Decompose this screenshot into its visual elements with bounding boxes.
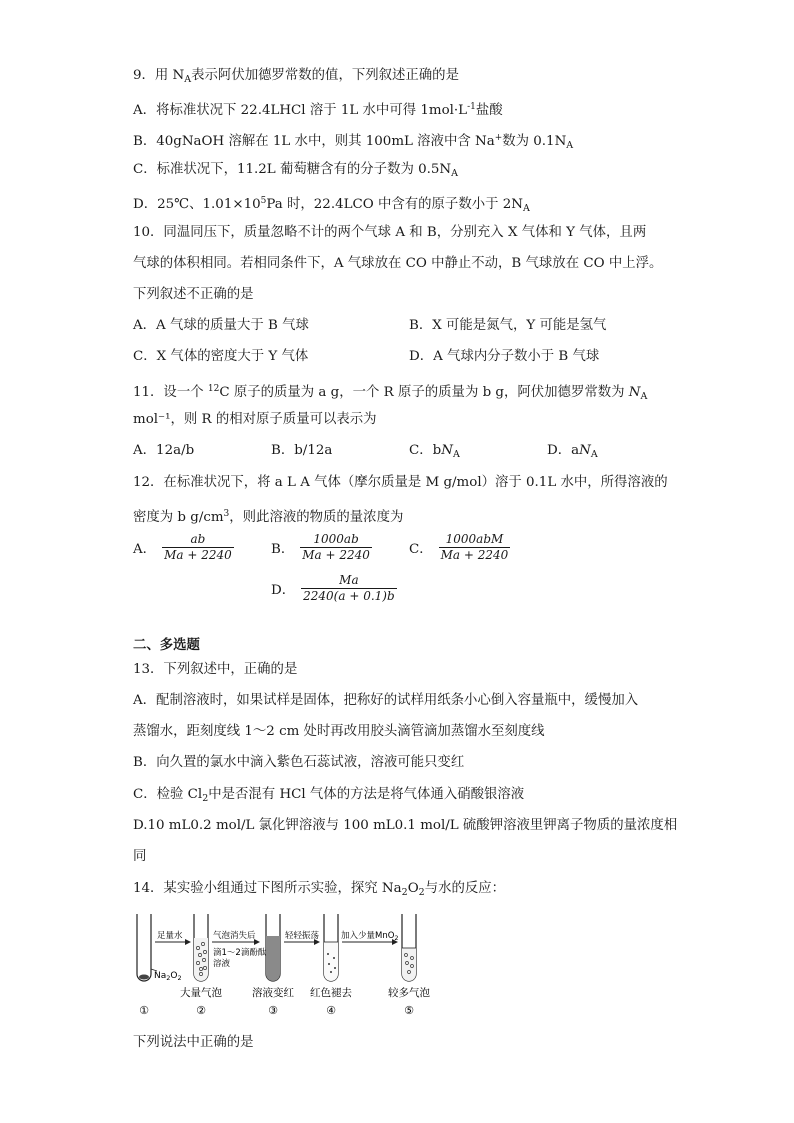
tube-2-number: ② — [196, 1004, 206, 1017]
q12-stem-line1: 12．在标准状况下，将 a L A 气体（摩尔质量是 M g/mol）溶于 0.1L 水中，所得溶液的 — [133, 475, 668, 490]
arrow-3-label: 轻轻振荡 — [285, 931, 320, 941]
q12-option-b-fraction: $\frac{1000ab}{Ma + 2240}$ — [302, 532, 370, 562]
q9-option-b: B．40gNaOH 溶解在 1L 水中，则其 100mL 溶液中含 Na+数为 $0.1N_A$ — [133, 133, 574, 151]
test-tube-2 — [194, 914, 208, 981]
q12-option-c-label: C． — [409, 542, 433, 557]
test-tube-4 — [324, 914, 338, 981]
q10-option-c: C．X 气体的密度大于 Y 气体 — [133, 349, 309, 364]
arrow-4-label: 加入少量MnO$_2$ — [341, 931, 399, 942]
q13-option-a-line2: 蒸馏水，距刻度线 1～2 cm 处时再改用胶头滴管滴加蒸馏水至刻度线 — [133, 724, 545, 739]
tube-3-caption: 溶液变红 — [252, 987, 294, 999]
tube-4-number: ④ — [326, 1004, 336, 1017]
q11-option-a: A．12a/b — [133, 443, 195, 458]
q13-option-b: B．向久置的氯水中滴入紫色石蕊试液，溶液可能只变红 — [133, 755, 465, 770]
tube-2-caption: 大量气泡 — [180, 987, 222, 999]
q13-option-d-line1: D.10 mL0.2 mol/L 氯化钾溶液与 100 mL0.1 mol/L 硫酸钾溶液里钾离子物质的量浓度相 — [133, 818, 678, 833]
arrow-2-label-line2: 滴1～2滴酚酞 — [213, 948, 267, 958]
q13-stem: 13．下列叙述中，正确的是 — [133, 662, 298, 677]
na2o2-experiment-figure — [130, 908, 440, 1020]
tube-5-caption: 较多气泡 — [388, 987, 430, 999]
q12-option-d — [271, 573, 397, 604]
tube-5-number: ⑤ — [404, 1004, 414, 1017]
q14-stem: 14．某实验小组通过下图所示实验，探究 $Na_2O_2$与水的反应： — [133, 881, 506, 898]
reagent-label: $Na_2O_2$ — [154, 971, 182, 982]
q12-stem-line2: 密度为 b $g/cm^3$，则此溶液的物质的量浓度为 — [133, 509, 404, 525]
arrow-2-label-line3: 溶液 — [213, 959, 231, 969]
q9-option-a: A．将标准状况下 22.4LHCl 溶于 1L 水中可得 $1mol\cdot L^{-1}$盐酸 — [133, 102, 503, 118]
q9-stem: 9．用 $N_A$表示阿伏加德罗常数的值，下列叙述正确的是 — [133, 68, 459, 85]
arrowhead-1 — [185, 939, 191, 945]
q11-stem-line1: 11．设一个 $^{12}$C 原子的质量为 a g，一个 R 原子的质量为 b g，阿伏加德罗常数为 $N_A$ — [133, 384, 648, 402]
q10-option-d: D．A 气球内分子数小于 B 气球 — [409, 349, 600, 364]
q12-option-c-fraction: $\frac{\text{1000abM}}{Ma + 2240}$ — [440, 532, 509, 562]
q12-option-d-fraction: $\frac{Ma}{2240(a + 0.1)b}$ — [303, 573, 395, 603]
q12-option-c — [409, 532, 510, 563]
q9-option-c: C．标准状况下，11.2L 葡萄糖含有的分子数为 $0.5N_A$ — [133, 162, 458, 179]
q10-stem-line2: 气球的体积相同。若相同条件下，A 气球放在 CO 中静止不动，B 气球放在 CO 中上浮。 — [133, 256, 663, 271]
test-tube-1 — [137, 914, 151, 981]
q12-option-b — [271, 532, 372, 563]
test-tube-5 — [402, 914, 416, 981]
tube-3-number: ③ — [268, 1004, 278, 1017]
q12-option-a-label: A． — [133, 542, 157, 557]
q10-stem-line3: 下列叙述不正确的是 — [133, 287, 254, 302]
section-heading-multiple-choice: 二、多选题 — [133, 637, 200, 653]
tube-1-number: ① — [139, 1004, 149, 1017]
test-tube-3 — [266, 914, 280, 981]
q11-option-b: B．b/12a — [271, 443, 333, 458]
arrow-1-label: 足量水 — [157, 931, 183, 941]
q10-stem-line1: 10．同温同压下，质量忽略不计的两个气球 A 和 B，分别充入 X 气体和 Y 气体，且两 — [133, 225, 647, 240]
q13-option-a-line1: A．配制溶液时，如果试样是固体，把称好的试样用纸条小心倒入容量瓶中，缓慢加入 — [133, 693, 639, 708]
q11-option-d: D．$aN_A$ — [547, 443, 598, 460]
q12-option-d-label: D． — [271, 583, 296, 598]
q12-option-a-fraction: $\frac{ab}{Ma + 2240}$ — [164, 532, 232, 562]
q12-option-b-label: B． — [271, 542, 295, 557]
q14-question: 下列说法中正确的是 — [133, 1035, 254, 1050]
q9-option-d: D．25℃、$1.01\times 10^5Pa$ 时，22.4LCO 中含有的原子数小于 $2N_A$ — [133, 196, 530, 214]
arrow-2-label-line1: 气泡消失后 — [213, 931, 256, 941]
q10-option-b: B．X 可能是氮气，Y 可能是氢气 — [409, 318, 607, 333]
q13-option-c: C．检验 $Cl_2$中是否混有 HCl 气体的方法是将气体通入硝酸银溶液 — [133, 787, 525, 804]
q10-option-a: A．A 气球的质量大于 B 气球 — [133, 318, 309, 333]
q11-option-c: C．$bN_A$ — [409, 443, 460, 460]
tube-4-caption: 红色褪去 — [310, 987, 352, 999]
q12-option-a — [133, 532, 234, 563]
q13-option-d-line2: 同 — [133, 849, 147, 864]
q11-stem-line2: mol⁻¹，则 R 的相对原子质量可以表示为 — [133, 412, 377, 427]
